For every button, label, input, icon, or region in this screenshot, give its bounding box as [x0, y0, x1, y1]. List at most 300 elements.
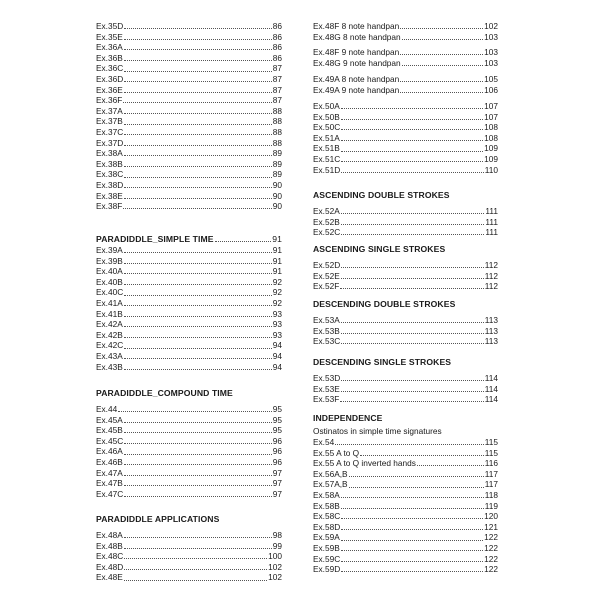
dot-leader: [124, 474, 272, 476]
toc-entry: [313, 384, 498, 395]
toc-entry-label: Ex.43B: [96, 361, 123, 372]
dot-leader: [124, 283, 272, 285]
toc-entry-label: Ex.36B: [96, 52, 123, 63]
toc-entry: [96, 309, 282, 320]
toc-entry: [313, 206, 498, 217]
dot-leader: [402, 38, 484, 40]
dot-leader: [341, 332, 484, 334]
toc-entry-label: Ex.48F 8 note handpan: [313, 21, 400, 31]
dot-leader: [124, 557, 267, 559]
dot-leader: [341, 139, 483, 141]
toc-entry-label: Ex.53E: [313, 383, 340, 394]
toc-entry-page-number: 107: [484, 111, 498, 122]
toc-entry-label: Ex.59D: [313, 564, 341, 575]
toc-entry: [313, 394, 498, 405]
toc-entry-page-number: 115: [484, 447, 498, 458]
toc-entry-label: Ex.51A: [313, 132, 340, 143]
toc-entry: [313, 448, 498, 459]
toc-entry: [96, 245, 282, 256]
dot-leader: [118, 410, 272, 412]
toc-entry-label: Ex.36D: [96, 73, 124, 84]
dot-leader: [341, 496, 484, 498]
dot-leader: [341, 517, 483, 519]
toc-entry-page-number: 91: [272, 266, 282, 277]
toc-entry: [313, 47, 498, 58]
toc-entry-page-number: 96: [272, 446, 282, 457]
toc-entry-label: Ex.36A: [96, 42, 123, 53]
toc-entry-label: Ex.49A 8 note handpan: [313, 74, 400, 84]
toc-entry-label: Ex.53D: [313, 373, 341, 383]
toc-entry-page-number: 95: [272, 425, 282, 436]
toc-entry-label: Ex.37B: [96, 116, 123, 127]
toc-entry-label: Ex.46A: [96, 446, 123, 457]
toc-entry: [96, 489, 282, 500]
dot-leader: [124, 579, 267, 581]
toc-entry: [313, 112, 498, 123]
toc-entry-page-number: 92: [272, 297, 282, 308]
toc-entry: [96, 446, 282, 457]
toc-entry: [313, 143, 498, 154]
toc-entry-page-number: 122: [484, 564, 498, 575]
toc-entry-page-number: 111: [485, 206, 498, 216]
dot-leader: [124, 154, 272, 156]
toc-list: [96, 404, 282, 499]
dot-leader: [124, 547, 272, 549]
toc-entry-page-number: 112: [484, 281, 498, 292]
dot-leader: [341, 549, 483, 551]
section-heading: ASCENDING SINGLE STROKES: [313, 244, 446, 254]
dot-leader: [341, 539, 483, 541]
toc-entry-label: Ex.38E: [96, 190, 123, 201]
dot-leader: [124, 453, 272, 455]
toc-entry-page-number: 90: [272, 190, 282, 201]
toc-entry: [96, 42, 282, 53]
toc-entry-page-number: 119: [484, 500, 498, 511]
toc-entry-label: Ex.58B: [313, 500, 340, 511]
toc-entry: [96, 277, 282, 288]
toc-entry: [96, 541, 282, 552]
dot-leader: [215, 240, 272, 242]
dot-leader: [124, 347, 272, 349]
toc-entry-label: Ex.58A: [313, 489, 340, 500]
toc-entry-label: Ex.55 A to Q inverted hands: [313, 458, 416, 469]
toc-entry-page-number: 109: [484, 143, 498, 154]
toc-entry: [96, 138, 282, 149]
toc-list: [96, 530, 282, 583]
dot-leader: [341, 223, 485, 225]
toc-entry-page-number: 86: [272, 52, 282, 63]
toc-entry: [313, 133, 498, 144]
toc-entry: [96, 266, 282, 277]
toc-entry-label: Ex.45B: [96, 425, 123, 436]
toc-entry-label: Ex.52C: [313, 227, 341, 238]
dot-leader: [402, 64, 484, 66]
toc-entry-page-number: 100: [268, 551, 282, 562]
dot-leader: [124, 536, 272, 538]
toc-entry-page-number: 92: [272, 276, 282, 287]
dot-leader: [124, 144, 272, 146]
toc-entry-label: Ex.48E: [96, 572, 123, 583]
toc-entry: [96, 191, 282, 202]
toc-entry: [313, 532, 498, 543]
toc-entry: [313, 32, 498, 43]
toc-entry-page-number: 118: [484, 489, 498, 500]
toc-list: [313, 437, 498, 575]
toc-section-compound-time: [96, 387, 282, 499]
toc-entry-page-number: 113: [484, 336, 498, 347]
toc-entry-label: Ex.57A,B: [313, 479, 348, 490]
dot-leader: [341, 107, 483, 109]
toc-entry-label: Ex.47A: [96, 467, 123, 478]
dot-leader: [124, 262, 272, 264]
toc-entry: [313, 336, 498, 347]
toc-entry-label: Ex.48A: [96, 530, 123, 540]
toc-entry-label: Ex.38A: [96, 148, 123, 159]
toc-entry-page-number: 103: [484, 47, 498, 57]
dot-leader: [340, 400, 483, 402]
toc-entry-page-number: 87: [272, 73, 282, 84]
toc-list: [313, 101, 498, 175]
toc-entry: [313, 315, 498, 326]
toc-entry-page-number: 95: [272, 414, 282, 425]
toc-entry-page-number: 117: [484, 479, 498, 490]
toc-entry-page-number: 95: [272, 404, 282, 414]
toc-entry-label: Ex.36C: [96, 63, 124, 74]
dot-leader: [124, 197, 272, 199]
dot-leader: [124, 336, 272, 338]
toc-entry: [96, 425, 282, 436]
toc-entry-label: Ex.59B: [313, 542, 340, 553]
toc-entry-page-number: 93: [272, 319, 282, 330]
dot-leader: [360, 454, 484, 456]
toc-entry-page-number: 115: [484, 437, 498, 447]
dot-leader: [124, 421, 272, 423]
dot-leader: [341, 160, 483, 162]
toc-entry-page-number: 108: [484, 132, 498, 143]
toc-entry-label: Ex.50A: [313, 101, 340, 111]
section-page-number: 91: [272, 234, 282, 244]
toc-entry-page-number: 90: [272, 179, 282, 190]
toc-entry-page-number: 103: [484, 57, 498, 68]
toc-entry: [96, 169, 282, 180]
toc-entry: [96, 85, 282, 96]
toc-entry-label: Ex.38C: [96, 169, 124, 180]
toc-entry-label: Ex.51C: [313, 153, 341, 164]
dot-leader: [341, 233, 484, 235]
toc-entry-label: Ex.46B: [96, 456, 123, 467]
toc-entry-page-number: 111: [485, 227, 498, 238]
dot-leader: [123, 207, 271, 209]
toc-entry-label: Ex.52A: [313, 206, 340, 216]
toc-section-descending-double: [313, 298, 498, 347]
toc-list: [313, 74, 498, 95]
toc-list: [96, 21, 282, 212]
toc-entry-label: Ex.37A: [96, 105, 123, 116]
toc-entry-page-number: 88: [272, 105, 282, 116]
dot-leader: [335, 443, 484, 445]
toc-entry: [96, 330, 282, 341]
toc-entry: [313, 74, 498, 85]
toc-entry: [313, 373, 498, 384]
toc-entry-page-number: 89: [272, 158, 282, 169]
toc-list: [313, 206, 498, 238]
toc-entry: [313, 437, 498, 448]
toc-entry: [96, 572, 282, 583]
dot-leader: [124, 38, 272, 40]
toc-entry-label: Ex.42B: [96, 329, 123, 340]
toc-entry: [96, 106, 282, 117]
toc-entry-page-number: 109: [484, 153, 498, 164]
toc-entry-label: Ex.52D: [313, 260, 341, 270]
section-heading: PARADIDDLE APPLICATIONS: [96, 514, 220, 524]
toc-entry: [313, 154, 498, 165]
toc-entry-label: Ex.39A: [96, 245, 123, 255]
toc-entry: [313, 326, 498, 337]
toc-entry-label: Ex.38D: [96, 179, 124, 190]
toc-entry-label: Ex.45C: [96, 435, 124, 446]
toc-entry: [96, 148, 282, 159]
toc-entry-label: Ex.53C: [313, 336, 341, 347]
toc-entry: [96, 21, 282, 32]
toc-entry-page-number: 122: [484, 542, 498, 553]
dot-leader: [124, 91, 272, 93]
dot-leader: [400, 80, 483, 82]
toc-entry: [96, 298, 282, 309]
toc-entry: [96, 159, 282, 170]
toc-entry-label: Ex.48C: [96, 551, 124, 562]
toc-entry-label: Ex.35D: [96, 21, 124, 31]
toc-entry-label: Ex.48D: [96, 561, 124, 572]
toc-list: [96, 245, 282, 372]
toc-entry-label: Ex.40B: [96, 276, 123, 287]
toc-entry: [96, 53, 282, 64]
toc-section-ascending-single: [313, 243, 498, 292]
toc-entry: [96, 551, 282, 562]
toc-entry-page-number: 103: [484, 31, 498, 42]
toc-entry: [313, 271, 498, 282]
toc-entry-page-number: 88: [272, 116, 282, 127]
section-heading: DESCENDING DOUBLE STROKES: [313, 299, 456, 309]
toc-entry-page-number: 93: [272, 308, 282, 319]
section-heading: INDEPENDENCE: [313, 413, 383, 423]
toc-entry: [96, 457, 282, 468]
toc-entry-page-number: 97: [272, 488, 282, 499]
dot-leader: [124, 186, 272, 188]
toc-entry-page-number: 102: [268, 572, 282, 583]
toc-entry-page-number: 121: [484, 521, 498, 532]
toc-list: [313, 315, 498, 347]
toc-entry-label: Ex.43A: [96, 350, 123, 361]
dot-leader: [400, 91, 483, 93]
dot-leader: [124, 59, 272, 61]
toc-entry-label: Ex.54: [313, 437, 335, 447]
toc-entry-page-number: 113: [484, 315, 498, 325]
toc-entry: [313, 554, 498, 565]
toc-entry: [96, 530, 282, 541]
toc-entry: [313, 58, 498, 69]
toc-entry-label: Ex.59C: [313, 553, 341, 564]
toc-entry: [313, 543, 498, 554]
toc-entry-page-number: 122: [484, 532, 498, 543]
dot-leader: [124, 463, 272, 465]
toc-entry-page-number: 112: [484, 270, 498, 281]
toc-entry-page-number: 96: [272, 435, 282, 446]
dot-leader: [400, 27, 483, 29]
toc-entry: [96, 180, 282, 191]
dot-leader: [400, 53, 483, 55]
dot-leader: [341, 321, 484, 323]
toc-entry-label: Ex.48B: [96, 540, 123, 551]
section-heading: ASCENDING DOUBLE STROKES: [313, 190, 450, 200]
toc-entry-page-number: 113: [484, 325, 498, 336]
toc-entry-page-number: 89: [272, 169, 282, 180]
toc-entry-label: Ex.41A: [96, 297, 123, 308]
toc-entry-page-number: 120: [484, 511, 498, 522]
toc-entry-label: Ex.35E: [96, 31, 123, 42]
toc-entry-label: Ex.51D: [313, 164, 341, 175]
toc-entry-label: Ex.37D: [96, 137, 124, 148]
toc-entry-page-number: 102: [268, 561, 282, 572]
toc-entry-label: Ex.42C: [96, 340, 124, 351]
dot-leader: [124, 27, 272, 29]
toc-entry-label: Ex.41B: [96, 308, 123, 319]
toc-entry-label: Ex.38B: [96, 158, 123, 169]
toc-entry-page-number: 114: [484, 373, 498, 383]
toc-entry-label: Ex.56A,B: [313, 468, 348, 479]
toc-entry: [96, 436, 282, 447]
dot-leader: [341, 570, 483, 572]
toc-entry-label: Ex.52E: [313, 270, 340, 281]
toc-entry: [96, 95, 282, 106]
toc-entry-page-number: 108: [484, 122, 498, 133]
toc-entry: [96, 562, 282, 573]
dot-leader: [124, 325, 272, 327]
toc-entry: [96, 468, 282, 479]
dot-leader: [341, 560, 483, 562]
toc-entry: [96, 74, 282, 85]
toc-entry-label: Ex.42A: [96, 319, 123, 330]
toc-entry-label: Ex.51B: [313, 143, 340, 154]
toc-entry-page-number: 93: [272, 329, 282, 340]
toc-entry: [313, 469, 498, 480]
toc-entry: [96, 340, 282, 351]
toc-entry-label: Ex.58D: [313, 521, 341, 532]
dot-leader: [124, 568, 267, 570]
dot-leader: [124, 294, 272, 296]
toc-entry: [313, 522, 498, 533]
toc-entry-page-number: 96: [272, 456, 282, 467]
dot-leader: [124, 165, 272, 167]
toc-entry: [313, 281, 498, 292]
dot-leader: [417, 464, 484, 466]
toc-entry: [96, 362, 282, 373]
dot-leader: [124, 495, 272, 497]
dot-leader: [341, 379, 484, 381]
toc-entry-page-number: 87: [272, 84, 282, 95]
toc-entry: [313, 227, 498, 238]
toc-section-simple-time: [96, 233, 282, 372]
dot-leader: [124, 431, 272, 433]
section-heading-with-page: [96, 233, 282, 245]
toc-entry: [96, 415, 282, 426]
dot-leader: [341, 342, 484, 344]
toc-entry-label: Ex.38F: [96, 201, 123, 212]
toc-entry-page-number: 88: [272, 137, 282, 148]
toc-entry: [313, 122, 498, 133]
toc-entry: [313, 564, 498, 575]
dot-leader: [124, 176, 272, 178]
dot-leader: [341, 150, 483, 152]
dot-leader: [124, 251, 272, 253]
toc-entry-page-number: 91: [272, 245, 282, 255]
toc-entry-page-number: 106: [484, 84, 498, 95]
toc-entry: [96, 201, 282, 212]
toc-entry: [96, 116, 282, 127]
dot-leader: [341, 507, 484, 509]
dot-leader: [349, 486, 484, 488]
toc-entry-page-number: 102: [484, 21, 498, 31]
section-heading: DESCENDING SINGLE STROKES: [313, 357, 452, 367]
section-subheading: Ostinatos in simple time signatures: [313, 426, 442, 436]
toc-entry: [96, 127, 282, 138]
dot-leader: [341, 171, 484, 173]
dot-leader: [124, 368, 272, 370]
toc-entry-page-number: 99: [272, 540, 282, 551]
dot-leader: [124, 70, 272, 72]
toc-entry-label: Ex.58C: [313, 511, 341, 522]
toc-entry: [96, 63, 282, 74]
toc-entry-page-number: 87: [272, 63, 282, 74]
toc-entry-page-number: 91: [272, 255, 282, 266]
toc-list: [313, 373, 498, 405]
toc-entry-page-number: 97: [272, 467, 282, 478]
toc-entry-label: Ex.39B: [96, 255, 123, 266]
dot-leader: [349, 475, 484, 477]
toc-entry-page-number: 98: [272, 530, 282, 540]
toc-entry-page-number: 90: [272, 201, 282, 212]
toc-entry-page-number: 94: [272, 350, 282, 361]
toc-entry: [96, 478, 282, 489]
toc-entry-page-number: 87: [272, 95, 282, 106]
toc-entry-page-number: 110: [484, 164, 498, 175]
dot-leader: [124, 442, 272, 444]
toc-entry: [313, 85, 498, 96]
section-heading: PARADIDDLE_COMPOUND TIME: [96, 388, 233, 398]
toc-entry-label: Ex.48F 9 note handpan: [313, 47, 400, 57]
toc-entry-page-number: 116: [484, 458, 498, 469]
toc-entry-label: Ex.47B: [96, 478, 123, 489]
toc-entry: [96, 319, 282, 330]
dot-leader: [340, 287, 483, 289]
dot-leader: [124, 80, 272, 82]
toc-entry: [96, 404, 282, 415]
toc-entry: [313, 479, 498, 490]
toc-list: [313, 260, 498, 292]
toc-entry-label: Ex.59A: [313, 532, 340, 543]
toc-entry-label: Ex.50C: [313, 122, 341, 133]
toc-entry: [313, 458, 498, 469]
toc-entry-page-number: 97: [272, 478, 282, 489]
toc-entry: [313, 101, 498, 112]
toc-entry-label: Ex.36F: [96, 95, 123, 106]
toc-entry-page-number: 86: [272, 42, 282, 53]
toc-entry: [313, 21, 498, 32]
toc-entry-page-number: 86: [272, 31, 282, 42]
toc-entry: [96, 287, 282, 298]
toc-entry: [313, 511, 498, 522]
toc-entry-label: Ex.44: [96, 404, 118, 414]
dot-leader: [124, 48, 272, 50]
